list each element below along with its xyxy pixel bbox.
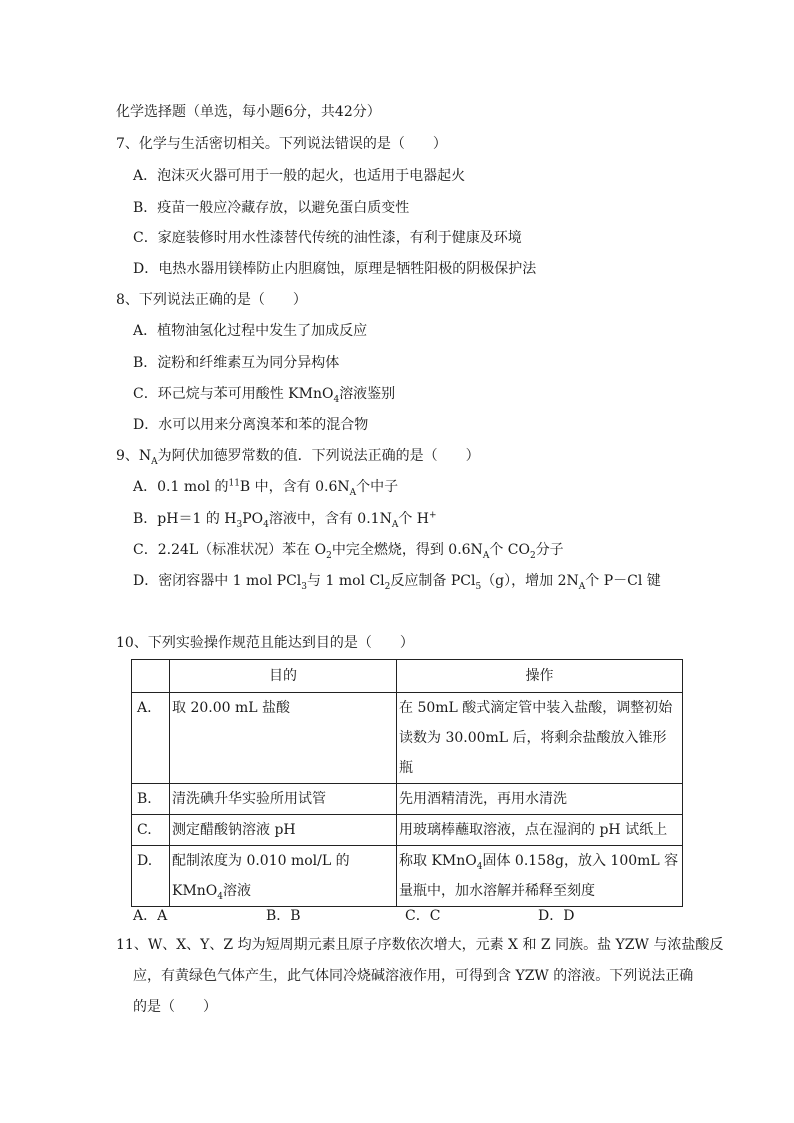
q9-option-a: A．0.1 mol 的$^{11}$B 中，含有 $0.6N_A$个中子	[133, 478, 399, 498]
q11-stem-line1: 11、W、X、Y、Z 均为短周期元素且原子序数依次增大，元素 X 和 Z 同族。盐 YZW 与浓盐酸反	[116, 937, 724, 953]
q9-option-b: B．pH＝1 的 $H_3PO_4$溶液中，含有 $0.1N_A$个 H+	[133, 510, 437, 530]
section-header: 化学选择题（单选，每小题6分，共42分）	[116, 104, 381, 120]
q9-option-c: C．2.24L（标准状况）苯在 $O_2$中完全燃烧，得到 $0.6N_A$个 $CO_2$分子	[133, 542, 564, 561]
row-label: B.	[132, 784, 170, 815]
row-operation: 用玻璃棒蘸取溶液，点在湿润的 pH 试纸上	[397, 815, 683, 846]
row-purpose: 配制浓度为 0.010 mol/L 的 KMnO$_4$溶液	[170, 846, 397, 907]
q10-option-b: B．B	[266, 908, 301, 924]
q11-stem-line2: 应，有黄绿色气体产生，此气体同冷烧碱溶液作用，可得到含 YZW 的溶液。下列说法正确	[133, 968, 694, 984]
table-header-blank	[132, 660, 170, 693]
row-label: C.	[132, 815, 170, 846]
table-row	[132, 693, 683, 784]
row-operation: 先用酒精清洗，再用水清洗	[397, 784, 683, 815]
q7-option-b: B．疫苗一般应冷藏存放，以避免蛋白质变性	[133, 200, 410, 216]
q11-stem-line3: 的是（ ）	[133, 999, 217, 1015]
row-label: D.	[132, 846, 170, 907]
table-header-operation: 操作	[397, 660, 683, 693]
q9-option-d: D．密闭容器中 1 mol PCl$_3$与 1 mol $Cl_2$反应制备 PCl$_5$（g），增加 $2N_A$个 P－Cl 键	[133, 573, 661, 592]
q7-option-c: C．家庭装修时用水性漆替代传统的油性漆，有利于健康及环境	[133, 230, 522, 246]
q8-option-b: B．淀粉和纤维素互为同分异构体	[133, 355, 340, 371]
q8-stem: 8、下列说法正确的是（ ）	[116, 292, 307, 308]
q10-stem: 10、下列实验操作规范且能达到目的是（ ）	[116, 635, 414, 651]
q9-stem: 9、$N_A$为阿伏加德罗常数的值．下列说法正确的是（ ）	[116, 448, 480, 467]
table-row	[132, 784, 683, 815]
q7-option-d: D．电热水器用镁棒防止内胆腐蚀，原理是牺牲阳极的阴极保护法	[133, 261, 537, 277]
table-header-purpose: 目的	[170, 660, 397, 693]
q8-option-d: D．水可以用来分离溴苯和苯的混合物	[133, 417, 369, 433]
q10-option-c: C．C	[405, 908, 441, 924]
q8-option-c: C．环己烷与苯可用酸性 KMnO$_4$溶液鉴别	[133, 386, 396, 405]
row-purpose: 清洗碘升华实验所用试管	[170, 784, 397, 815]
table-row	[132, 846, 683, 907]
row-purpose: 测定醋酸钠溶液 pH	[170, 815, 397, 846]
q8-option-a: A．植物油氢化过程中发生了加成反应	[133, 323, 368, 339]
row-label: A.	[132, 693, 170, 784]
q7-option-a: A．泡沫灭火器可用于一般的起火，也适用于电器起火	[133, 168, 466, 184]
experiment-table	[131, 659, 683, 907]
table-row	[132, 815, 683, 846]
row-operation: 在 50mL 酸式滴定管中装入盐酸，调整初始读数为 30.00mL 后，将剩余盐酸放入锥形瓶	[397, 693, 683, 784]
row-operation: 称取 KMnO$_4$固体 0.158g，放入 100mL 容量瓶中，加水溶解并稀释至刻度	[397, 846, 683, 907]
q10-option-a: A．A	[133, 908, 168, 924]
table-header-row	[132, 660, 683, 693]
q10-option-d: D．D	[538, 908, 575, 924]
q7-stem: 7、化学与生活密切相关。下列说法错误的是（ ）	[116, 136, 447, 152]
row-purpose: 取 20.00 mL 盐酸	[170, 693, 397, 784]
